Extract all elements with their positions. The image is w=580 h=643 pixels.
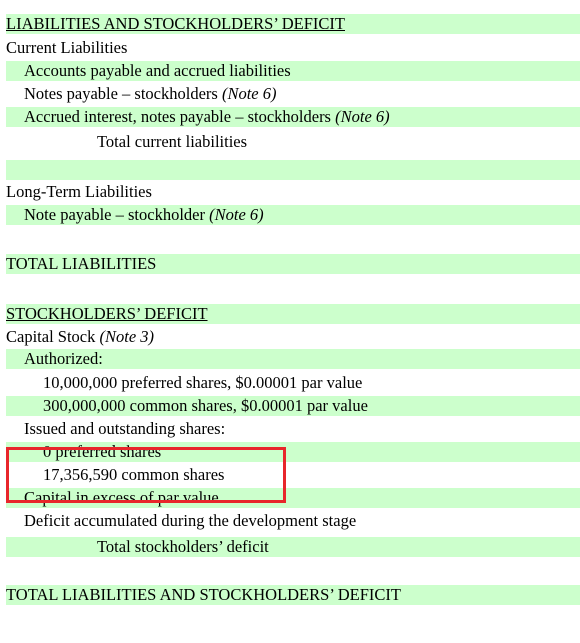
accrued-interest-row <box>6 107 580 127</box>
issued-common: 17,356,590 common shares <box>43 465 225 484</box>
authorized-preferred: 10,000,000 preferred shares, $0.00001 par value <box>43 373 363 392</box>
accrued-interest-label: Accrued interest, notes payable – stockholders <box>24 107 331 126</box>
liabilities-heading: LIABILITIES AND STOCKHOLDERS’ DEFICIT <box>6 14 580 34</box>
capital-stock-row <box>6 327 580 347</box>
stockholders-deficit-heading: STOCKHOLDERS’ DEFICIT <box>6 304 580 324</box>
long-term-liabilities-label: Long-Term Liabilities <box>6 182 152 201</box>
accrued-interest-note: (Note 6) <box>335 107 390 126</box>
capital-in-excess: Capital in excess of par value <box>6 488 580 508</box>
issued-outstanding-label: Issued and outstanding shares: <box>24 419 226 438</box>
authorized-label: Authorized: <box>6 349 580 369</box>
total-liabilities-and-deficit: TOTAL LIABILITIES AND STOCKHOLDERS’ DEFICIT <box>6 585 580 605</box>
total-liabilities: TOTAL LIABILITIES <box>6 254 580 274</box>
note-payable-stockholder-note: (Note 6) <box>209 205 264 224</box>
notes-payable-note: (Note 6) <box>221 84 277 103</box>
capital-stock-note: (Note 3) <box>99 327 155 346</box>
accounts-payable-row: Accounts payable and accrued liabilities <box>6 61 580 81</box>
deficit-accumulated: Deficit accumulated during the development stage <box>24 511 357 530</box>
total-stockholders-deficit: Total stockholders’ deficit <box>6 537 580 557</box>
note-payable-stockholder-row <box>6 205 580 225</box>
notes-payable-row <box>6 84 580 104</box>
blank-row-1 <box>6 160 580 180</box>
note-payable-stockholder-label: Note payable – stockholder <box>24 205 205 224</box>
current-liabilities-label: Current Liabilities <box>6 38 128 57</box>
capital-stock-label: Capital Stock <box>6 327 96 346</box>
total-current-liabilities: Total current liabilities <box>97 132 248 151</box>
authorized-common: 300,000,000 common shares, $0.00001 par value <box>6 396 580 416</box>
issued-preferred: 0 preferred shares <box>6 442 580 462</box>
notes-payable-label: Notes payable – stockholders <box>24 84 218 103</box>
